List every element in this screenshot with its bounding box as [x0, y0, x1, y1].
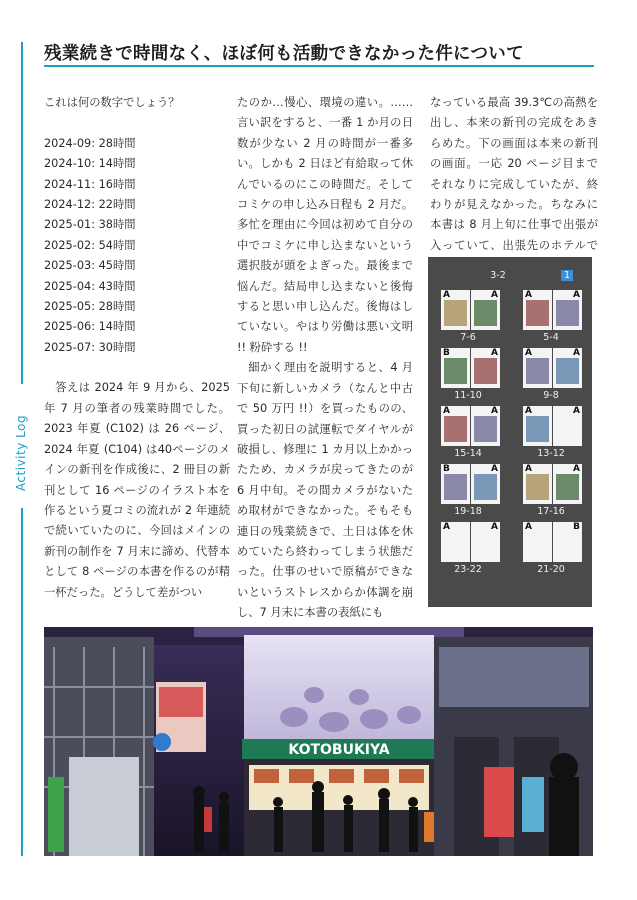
- page-thumbnail-image: [556, 416, 579, 442]
- spread-page-thumbnail: [553, 290, 582, 330]
- overtime-entry: 2025-07: 30時間: [44, 340, 136, 354]
- page-thumbnail-image: [556, 300, 579, 326]
- spread-page-number: 19-18: [454, 506, 482, 517]
- overtime-entry: 2024-11: 16時間: [44, 177, 136, 191]
- page-thumbnail-image: [556, 474, 579, 500]
- spread-page-thumbnail: [441, 406, 470, 446]
- overtime-entry: 2025-06: 14時間: [44, 320, 136, 334]
- spread-page-number: 7-6: [460, 332, 476, 343]
- page-layout-label: A: [443, 406, 450, 416]
- spread-page-number: [537, 270, 597, 281]
- page-title: 残業続きで時間なく、ほぼ何も活動できなかった件について: [44, 44, 524, 64]
- page-layout-label: A: [525, 348, 532, 358]
- page-layout-label: B: [573, 522, 580, 532]
- spread-page-number: 15-14: [454, 448, 482, 459]
- page-thumbnail-image: [526, 358, 549, 384]
- answer-paragraph: 答えは 2024 年 9 月から、2025 年 7 月の筆者の残業時間でした。2023 年夏 (C102) は 26 ページ、2024 年夏 (C104) は40ページのメインの新刊を作成後に、2 冊目の新刊として 16 ページのイラスト本を作るという夏コミの流れが 2 年連続で続いていたのに、今回はメインの新刊の制作を 7 月末に諦め、代替本として 8 ページの本書を作るのが精一杯だった。どうして差がつい: [44, 381, 230, 599]
- spread-page-number: 9-8: [543, 390, 559, 401]
- page-thumbnail-image: [444, 474, 467, 500]
- page-thumbnail-image: [444, 358, 467, 384]
- page-thumbnail-image: [444, 416, 467, 442]
- overtime-entry: 2024-12: 22時間: [44, 197, 136, 211]
- spread-page-thumbnail: [441, 290, 470, 330]
- spread-page-thumbnail: [523, 464, 552, 504]
- spread-page-thumbnail: [553, 522, 582, 562]
- spread-page-thumbnail: [441, 348, 470, 388]
- overtime-entry: 2025-04: 43時間: [44, 279, 136, 293]
- spread-page-thumbnail: [523, 522, 552, 562]
- page-layout-label: A: [491, 348, 498, 358]
- page-thumbnail-image: [474, 300, 497, 326]
- spread-page-thumbnail: [471, 348, 500, 388]
- page-thumbnail-image: [526, 416, 549, 442]
- spread-page-number: 11-10: [454, 390, 482, 401]
- spread-page-thumbnail: [553, 348, 582, 388]
- page-layout-label: A: [573, 464, 580, 474]
- spread-page-number: 13-12: [537, 448, 565, 459]
- overtime-entry: 2024-10: 14時間: [44, 157, 136, 171]
- spread-page-number: 5-4: [543, 332, 559, 343]
- page-layout-label: A: [573, 406, 580, 416]
- section-label: Activity Log: [14, 414, 28, 492]
- side-rule-bottom: [21, 508, 23, 856]
- page-layout-label: A: [573, 290, 580, 300]
- page-thumbnail-image: [556, 358, 579, 384]
- spread-page-number: 23-22: [454, 564, 482, 575]
- spread-page-thumbnail: [471, 290, 500, 330]
- page-layout-label: B: [443, 464, 450, 474]
- spread-page-thumbnail: [553, 406, 582, 446]
- spread-page-thumbnail: [523, 348, 552, 388]
- spread-page-thumbnail: [441, 464, 470, 504]
- spread-page-thumbnail: [471, 464, 500, 504]
- text-column-1: [44, 93, 230, 603]
- spread-page-thumbnail: [523, 406, 552, 446]
- spread-page-thumbnail: [441, 522, 470, 562]
- store-sign-text: KOTOBUKIYA: [288, 742, 390, 758]
- page-layout-label: A: [525, 464, 532, 474]
- overtime-entry: 2025-03: 45時間: [44, 259, 136, 273]
- paragraph-conclusion: なっている最高 39.3℃の高熱を出し、本来の新刊の完成をあきらめた。下の画面は本来の新刊の画面。一応 20 ページ目までそれなりに完成していたが、終わりが見えなかった。ちなみに本書は 8 月上旬に仕事で出張が入っていて、出張先のホテルで: [430, 96, 598, 252]
- overtime-entry: 2025-05: 28時間: [44, 299, 136, 313]
- title-underline: [44, 65, 594, 67]
- paragraph-continued: たのか…慢心、環境の違い。……言い訳をすると、一番 1 か月の日数が少ない 2 月の時間が一番多い。しかも 2 日ほど有給取って休んでいるのにこの時間だ。そしてコミケの申し込み日程も 2 月だ。多忙を理由に今回は初めて自分の中でコミケに申し込まないという選択肢が頭をよぎった。最後まで悩んだ。結局申し込まないと後悔すると思い申し込んだ。後悔はしていない。やはり労働は悪い文明 !! 粉砕する !!: [237, 96, 413, 354]
- page-layout-label: A: [525, 406, 532, 416]
- page-layout-label: A: [491, 406, 498, 416]
- spread-page-number: 17-16: [537, 506, 565, 517]
- spread-page-thumbnail: [553, 464, 582, 504]
- street-photo: [44, 627, 593, 856]
- page-thumbnail-image: [474, 474, 497, 500]
- page-layout-label: A: [491, 464, 498, 474]
- overtime-entry: 2025-02: 54時間: [44, 238, 136, 252]
- spread-page-thumbnail: [471, 406, 500, 446]
- page-thumbnail-image: [474, 416, 497, 442]
- question-text: これは何の数字でしょう？: [44, 96, 180, 109]
- overtime-entry: 2025-01: 38時間: [44, 218, 136, 232]
- page-layout-label: A: [525, 522, 532, 532]
- street-photo-illustration: [44, 627, 593, 856]
- page-thumbnail-image: [474, 358, 497, 384]
- spread-page-number: 3-2: [490, 270, 506, 281]
- page-spread-diagram: [428, 257, 592, 607]
- page-thumbnail-image: [444, 300, 467, 326]
- page-layout-label: A: [443, 522, 450, 532]
- page-layout-label: A: [443, 290, 450, 300]
- page-layout-label: A: [525, 290, 532, 300]
- text-column-3: [430, 93, 598, 277]
- page-thumbnail-image: [526, 474, 549, 500]
- paragraph-reasons: 細かく理由を説明すると、4 月下旬に新しいカメラ（なんと中古で 50 万円 !!）を買ったものの、買った初日の試運転でダイヤルが破損し、修理に 1 カ月以上かかったため、カメラが戻ってきたのが 6 月中旬。その間カメラがないため取材ができなかった。そもそも連日の残業続きで、土日は体を休めていたら終わってしまう状態だった。仕事のせいで原稿ができないというストレスからか体調を崩し、7 月末に本書の表紙にも: [237, 361, 413, 620]
- page-layout-label: A: [573, 348, 580, 358]
- overtime-list: [44, 134, 230, 358]
- spread-page-thumbnail: [523, 290, 552, 330]
- side-rule-top: [21, 42, 23, 384]
- page-thumbnail-image: [526, 300, 549, 326]
- page-layout-label: A: [491, 290, 498, 300]
- spread-page-number: 21-20: [537, 564, 565, 575]
- page-layout-label: A: [491, 522, 498, 532]
- spread-current-page: 1: [561, 270, 573, 281]
- page-layout-label: B: [443, 348, 450, 358]
- spread-page-thumbnail: [471, 522, 500, 562]
- overtime-entry: 2024-09: 28時間: [44, 136, 136, 150]
- text-column-2: [237, 93, 413, 624]
